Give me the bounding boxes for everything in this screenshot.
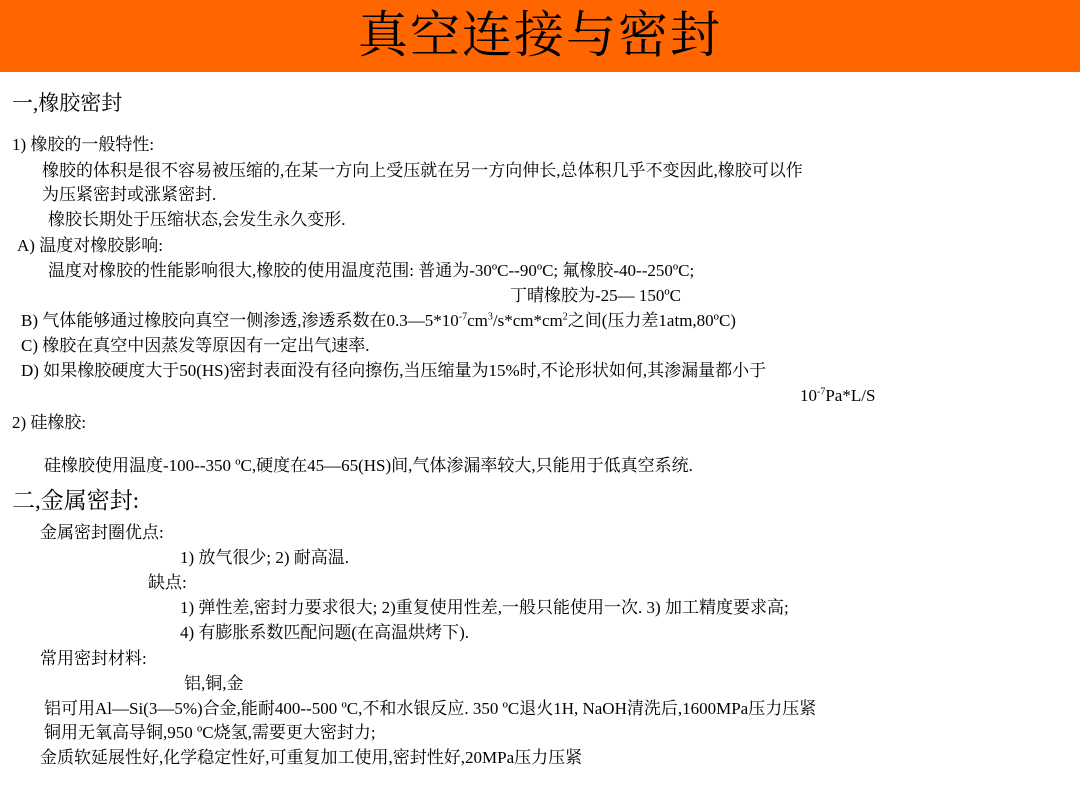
aluminum-line: 铝可用Al—Si(3—5%)合金,能耐400--500 ºC,不和水银反应. 350 ºC退火1H, NaOH清洗后,1600MPa压力压紧 (44, 699, 817, 718)
metal-advantages-line: 1) 放气很少; 2) 耐高温. (180, 548, 350, 567)
copper-line: 铜用无氧高导铜,950 ºC烧氢,需要更大密封力; (44, 723, 376, 742)
permeation-text-3: /s*cm*cm (492, 311, 563, 330)
gold-line: 金质软延展性好,化学稳定性好,可重复加工使用,密封性好,20MPa压力压紧 (40, 748, 583, 767)
metal-disadvantages-heading: 缺点: (148, 573, 187, 592)
metal-disadvantages-line-2: 4) 有膨胀系数匹配问题(在高温烘烤下). (180, 623, 469, 642)
leak-rate-value (800, 385, 875, 407)
leak-rate-line: D) 如果橡胶硬度大于50(HS)密封表面没有径向擦伤,当压缩量为15%时,不论形状如何,其渗漏量都小于 (21, 361, 767, 380)
permeation-exp-3: 2 (562, 311, 568, 323)
permeation-text-4: 之间(压力差1atm,80ºC) (567, 311, 736, 330)
metal-advantages-heading: 金属密封圈优点: (40, 523, 164, 542)
permeation-text-1: B) 气体能够通过橡胶向真空一侧渗透,渗透系数在0.3—5*10 (21, 311, 459, 330)
outgassing-line: C) 橡胶在真空中因蒸发等原因有一定出气速率. (21, 336, 370, 355)
rubber-general-heading: 1) 橡胶的一般特性: (12, 135, 155, 154)
silicone-heading: 2) 硅橡胶: (12, 413, 87, 432)
rubber-general-line-2: 为压紧密封或涨紧密封. (42, 185, 217, 204)
permeation-exp-2: 3 (487, 311, 493, 323)
rubber-general-line-1: 橡胶的体积是很不容易被压缩的,在某一方向上受压就在另一方向伸长,总体积几乎不变因此,橡胶可以作 (42, 161, 803, 180)
leak-rate-unit: Pa*L/S (825, 386, 876, 405)
temperature-heading: A) 温度对橡胶影响: (17, 236, 163, 255)
temperature-line-1: 温度对橡胶的性能影响很大,橡胶的使用温度范围: 普通为-30ºC--90ºC; 氟橡胶-40--250ºC; (48, 261, 695, 280)
section-1-heading: 一,橡胶密封 (12, 91, 123, 115)
temperature-line-2: 丁晴橡胶为-25— 150ºC (510, 286, 682, 305)
materials-heading: 常用密封材料: (40, 649, 147, 668)
permeation-line (21, 310, 736, 332)
permeation-exp-1: -7 (458, 311, 468, 323)
leak-rate-base: 10 (800, 386, 817, 405)
rubber-general-line-3: 橡胶长期处于压缩状态,会发生永久变形. (48, 210, 346, 229)
metal-disadvantages-line-1: 1) 弹性差,密封力要求很大; 2)重复使用性差,一般只能使用一次. 3) 加工精度要求高; (180, 598, 789, 617)
permeation-text-2: cm (467, 311, 488, 330)
slide-title: 真空连接与密封 (358, 7, 722, 63)
section-2-heading: 二,金属密封: (12, 488, 140, 513)
materials-line: 铝,铜,金 (184, 674, 244, 693)
leak-rate-exp: -7 (817, 386, 826, 398)
silicone-line: 硅橡胶使用温度-100--350 ºC,硬度在45—65(HS)间,气体渗漏率较大,只能用于低真空系统. (44, 456, 693, 475)
